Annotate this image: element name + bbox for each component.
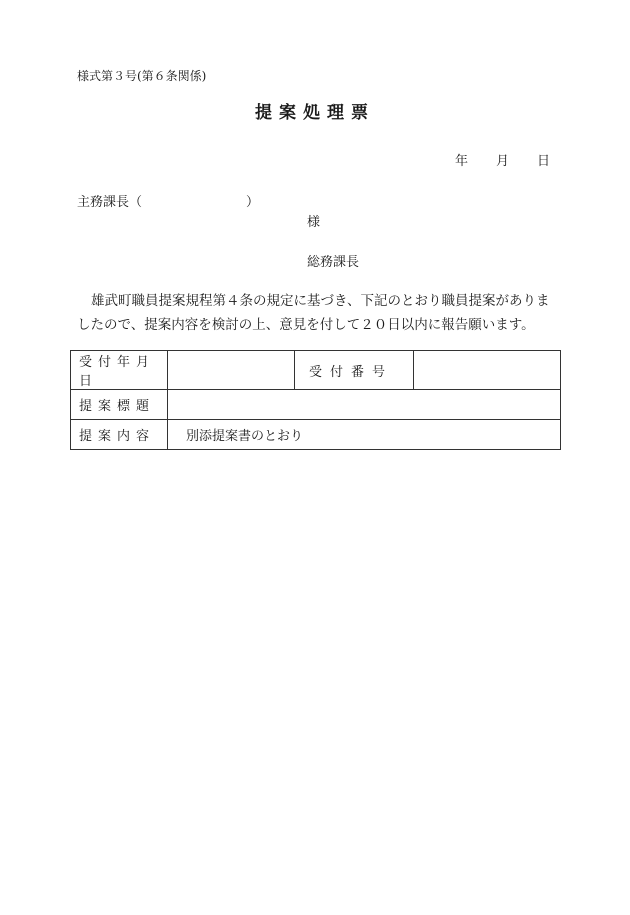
receipt-number-value: [414, 351, 561, 390]
table-row: [71, 351, 561, 390]
date-year: 年: [455, 154, 469, 169]
receipt-date-label: 受付年月日: [71, 351, 168, 390]
document-title: 提案処理票: [255, 103, 375, 123]
date-day: 日: [537, 154, 551, 169]
date-line: [455, 150, 550, 169]
receipt-number-label: 受付番号: [295, 351, 414, 390]
table-row: [71, 420, 561, 450]
proposal-title-label: 提案標題: [71, 390, 168, 420]
body-line-2: したので、提案内容を検討の上、意見を付して２０日以内に報告願います。: [77, 317, 535, 333]
table-row: [71, 390, 561, 420]
proposal-content-value: 別添提案書のとおり: [168, 420, 561, 450]
proposal-title-value: [168, 390, 561, 420]
proposal-info-table: [70, 350, 561, 450]
sender-title: 総務課長: [307, 255, 360, 270]
addressee-honorific: 様: [307, 215, 321, 230]
form-number: 様式第３号(第６条関係): [77, 69, 207, 83]
date-month: 月: [496, 154, 510, 169]
addressee-prefix: 主務課長（: [77, 195, 143, 210]
addressee-line: [77, 191, 259, 210]
addressee-suffix: ）: [246, 195, 260, 210]
body-text: [77, 289, 557, 337]
proposal-content-label: 提案内容: [71, 420, 168, 450]
receipt-date-value: [168, 351, 295, 390]
body-line-1: 雄武町職員提案規程第４条の規定に基づき、下記のとおり職員提案がありま: [91, 293, 550, 309]
